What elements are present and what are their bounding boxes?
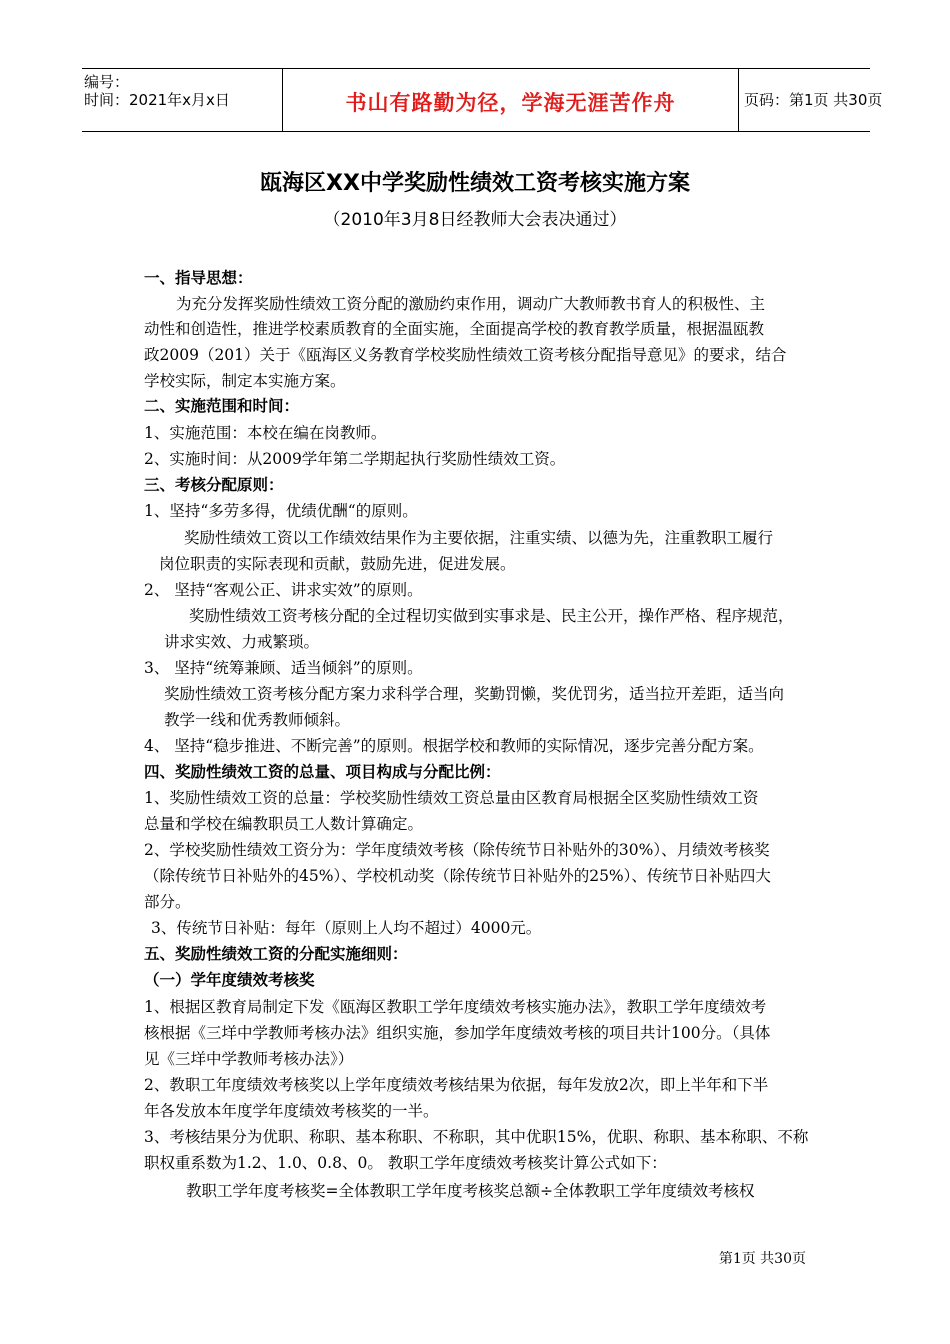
document-number-label: 编号： [84,73,130,91]
section-heading: 五、奖励性绩效工资的分配实施细则： [144,945,408,963]
body-line: 2、实施时间：从2009学年第二学期起执行奖励性绩效工资。 [144,450,566,468]
document-time-label: 时间：2021年x月x日 [84,91,230,109]
body-line: 讲求实效、力戒繁琐。 [164,633,320,651]
body-line: 1、奖励性绩效工资的总量：学校奖励性绩效工资总量由区教育局根据全区奖励性绩效工资 [144,789,759,807]
body-line: 1、根据区教育局制定下发《瓯海区教职工学年度绩效考核实施办法》，教职工学年度绩效考 [144,998,767,1016]
section-heading: 四、奖励性绩效工资的总量、项目构成与分配比例： [144,763,501,781]
section-heading: 二、实施范围和时间： [144,397,300,415]
header-page-label: 页码：第1页 共30页 [744,91,883,109]
body-line: 1、实施范围：本校在编在岗教师。 [144,424,387,442]
body-line: 奖励性绩效工资考核分配的全过程切实做到实事求是、民主公开，操作严格、程序规范， [189,607,794,625]
document-header [82,68,883,132]
header-page-cell [738,69,883,131]
body-line: 1、坚持“多劳多得，优绩优酬“的原则。 [144,502,418,520]
body-line: （除传统节日补贴外的45%）、学校机动奖（除传统节日补贴外的25%）、传统节日补贴四大 [144,867,771,885]
page-footer: 第1页 共30页 [718,1251,806,1267]
body-line: 学校实际，制定本实施方案。 [144,372,346,390]
body-line: 职权重系数为1.2、1.0、0.8、0。 教职工学年度绩效考核奖计算公式如下： [144,1154,667,1172]
body-line: 年各发放本年度学年度绩效考核奖的一半。 [144,1102,439,1120]
body-line: 2、学校奖励性绩效工资分为：学年度绩效考核（除传统节日补贴外的30%）、月绩效考核奖 [144,841,770,859]
body-line: 奖励性绩效工资以工作绩效结果作为主要依据，注重实绩、以德为先，注重教职工履行 [184,529,774,547]
body-line: 教学一线和优秀教师倾斜。 [164,711,351,729]
body-line: 2、教职工年度绩效考核奖以上学年度绩效考核结果为依据，每年发放2次，即上半年和下半 [144,1076,769,1094]
body-line: 教职工学年度考核奖=全体教职工学年度考核奖总额÷全体教职工学年度绩效考核权 [186,1182,755,1200]
body-line: 动性和创造性，推进学校素质教育的全面实施，全面提高学校的教育教学质量，根据温瓯教 [144,320,765,338]
subsection-heading: （一）学年度绩效考核奖 [144,971,315,989]
document-subtitle: （2010年3月8日经教师大会表决通过） [323,210,627,230]
body-line: 2、 坚持“客观公正、讲求实效”的原则。 [144,581,423,599]
header-motto-cell [282,69,739,131]
body-line: 4、 坚持“稳步推进、不断完善”的原则。根据学校和教师的实际情况，逐步完善分配方案。 [144,737,764,755]
body-line: 见《三垟中学教师考核办法》） [144,1050,354,1068]
body-line: 部分。 [144,893,191,911]
body-line: 为充分发挥奖励性绩效工资分配的激励约束作用，调动广大教师教书育人的积极性、主 [176,295,766,313]
body-line: 总量和学校在编教职员工人数计算确定。 [144,815,424,833]
body-line: 3、考核结果分为优职、称职、基本称职、不称职，其中优职15%，优职、称职、基本称职、不称 [144,1128,809,1146]
body-line: 核根据《三垟中学教师考核办法》组织实施，参加学年度绩效考核的项目共计100分。（具体 [144,1024,771,1042]
body-line: 3、 坚持“统筹兼顾、适当倾斜”的原则。 [144,659,423,677]
body-line: 奖励性绩效工资考核分配方案力求科学合理，奖勤罚懒，奖优罚劣，适当拉开差距，适当向 [164,685,785,703]
body-line: 政2009（201）关于《瓯海区义务教育学校奖励性绩效工资考核分配指导意见》的要求，结合 [144,346,787,364]
body-line: 3、传统节日补贴：每年（原则上人均不超过）4000元。 [151,919,542,937]
header-motto: 书山有路勤为径，学海无涯苦作舟 [345,91,676,115]
document-title: 瓯海区XX中学奖励性绩效工资考核实施方案 [260,171,690,196]
section-heading: 一、指导思想： [144,269,253,287]
body-line: 岗位职责的实际表现和贡献，鼓励先进，促进发展。 [159,555,516,573]
section-heading: 三、考核分配原则： [144,476,284,494]
header-meta-cell [82,69,282,131]
